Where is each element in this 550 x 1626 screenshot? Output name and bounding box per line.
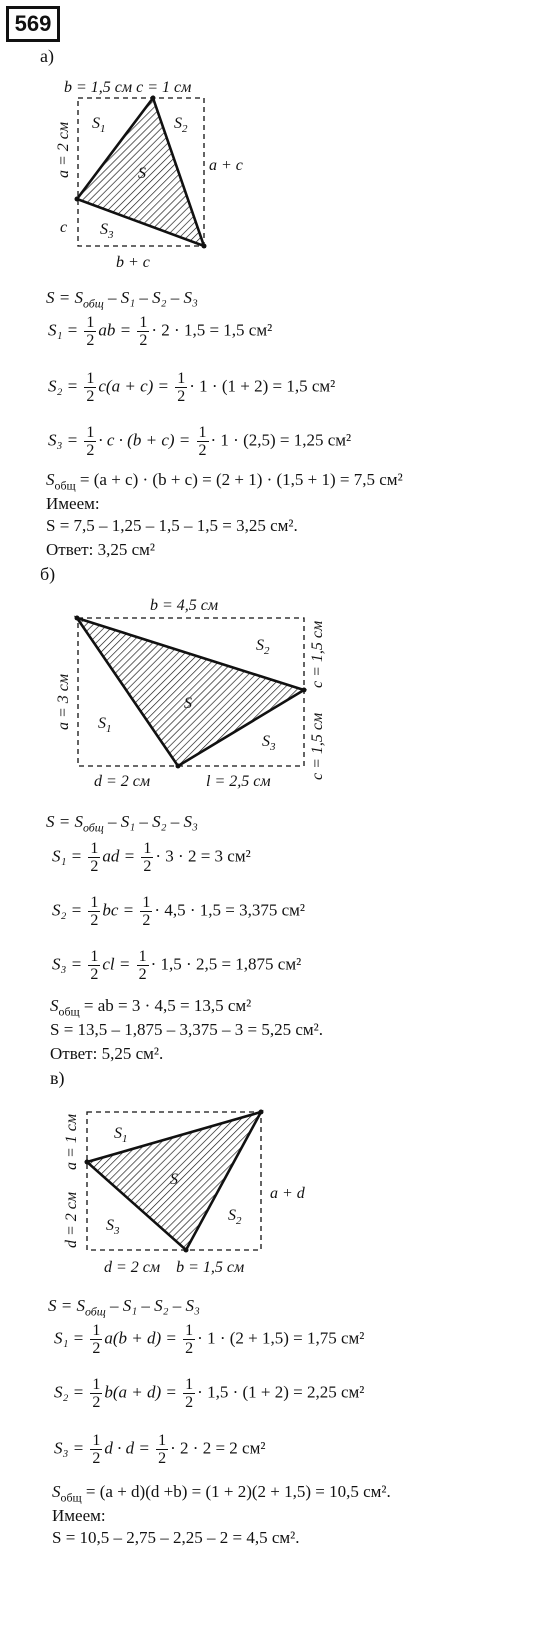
fraction-half: $\frac{1}{2}$ [138,948,147,983]
part-c-eq-s1: S₁ = $\frac{1}{2}$ a(b + d) = $\frac{1}{2}$ · 1 · (2 + 1,5) = 1,75 см² [54,1322,365,1357]
problem-number: 569 [6,6,60,42]
part-c-eq-s3: S₃ = $\frac{1}{2}$ d · d = $\frac{1}{2}$ · 2 · 2 = 2 см² [54,1432,266,1467]
fraction-half: $\frac{1}{2}$ [90,894,99,929]
part-a-bottom-label: b + c [116,254,150,271]
fraction-half: $\frac{1}{2}$ [92,1432,101,1467]
fraction-half: $\frac{1}{2}$ [90,840,99,875]
part-b-s: S [184,695,192,712]
part-a-figure [0,70,300,280]
part-a-eq-sobsh: $S_{общ} = (a + c) \cdot (b + c) = (2 + 1) \cdot (1,5 + 1) = 7,5$ см² [46,470,403,493]
part-b-answer: Ответ: 5,25 см². [50,1044,164,1063]
part-a-answer: Ответ: 3,25 см² [46,540,155,559]
part-a-corner-c: c [60,219,68,236]
part-a-eq-main: $S = S_{общ} - S_1 - S_2 - S_3$ [46,288,198,311]
part-c-s1: $S_1$ [114,1125,128,1145]
part-b-figure [0,590,340,800]
part-c-eq-s2: S₂ = $\frac{1}{2}$ b(a + d) = $\frac{1}{2}$ · 1,5 · (1 + 2) = 2,25 см² [54,1376,365,1411]
fraction-half: $\frac{1}{2}$ [198,424,207,459]
part-c-left-bottom-label: d = 2 см [63,1191,80,1248]
part-a-left-label: a = 2 см [55,121,72,178]
fraction-half: $\frac{1}{2}$ [86,314,95,349]
part-c-s2: $S_2$ [228,1207,242,1227]
part-b-left-label: a = 3 см [55,673,72,730]
part-c-eq-main: $S = S_{общ} - S_1 - S_2 - S_3$ [48,1296,200,1319]
part-a-right-label: a + c [209,157,243,174]
part-c-vertex-bottom [184,1248,189,1253]
part-b-eq-sobsh: $S_{общ}$ = ab = 3 · 4,5 = 13,5 см² [50,996,252,1019]
part-b-eq-s1: S₁ = $\frac{1}{2}$ ad = $\frac{1}{2}$ · 3 · 2 = 3 см² [52,840,251,875]
part-a-top-label: b = 1,5 см c = 1 см [64,79,192,96]
part-a-s1: $S_1$ [92,115,106,135]
part-a-have: Имеем: [46,494,100,513]
fraction-half: $\frac{1}{2}$ [143,840,152,875]
part-b-bottom-left-label: d = 2 см [94,773,151,790]
part-c-vertex-topright [259,1110,264,1115]
part-c-calc: S = 10,5 – 2,75 – 2,25 – 2 = 4,5 см². [52,1528,300,1547]
part-c-vertex-left [85,1160,90,1165]
part-b-vertex-topleft [75,616,80,621]
fraction-half: $\frac{1}{2}$ [90,948,99,983]
part-c-s: S [170,1171,178,1188]
part-a-vertex-right [202,244,207,249]
part-b-right-bottom-label: c = 1,5 см [309,712,326,780]
part-a-eq-s2: S₂ = $\frac{1}{2}$ c(a + c) = $\frac{1}{2}$ · 1 · (1 + 2) = 1,5 см² [48,370,336,405]
part-b-right-top-label: c = 1,5 см [309,620,326,688]
part-a-label: а) [40,46,54,66]
part-b-top-label: b = 4,5 см [150,597,219,614]
fraction-half: $\frac{1}{2}$ [185,1376,194,1411]
part-b-vertex-right [302,688,307,693]
part-a-eq-s3: S₃ = $\frac{1}{2}$ · c · (b + c) = $\frac{1}{2}$ · 1 · (2,5) = 1,25 см² [48,424,352,459]
part-b-eq-main: $S = S_{общ} - S_1 - S_2 - S_3$ [46,812,198,835]
part-a-vertex-left [75,197,80,202]
part-b-eq-s2: S₂ = $\frac{1}{2}$ bc = $\frac{1}{2}$ · 4,5 · 1,5 = 3,375 см² [52,894,305,929]
fraction-half: $\frac{1}{2}$ [86,424,95,459]
part-c-left-top-label: a = 1 см [63,1113,80,1170]
fraction-half: $\frac{1}{2}$ [92,1376,101,1411]
part-a-vertex-top [151,96,156,101]
part-c-s3: $S_3$ [106,1217,120,1237]
part-c-label: в) [50,1068,65,1088]
part-b-calc: S = 13,5 – 1,875 – 3,375 – 3 = 5,25 см². [50,1020,324,1039]
part-a-calc: S = 7,5 – 1,25 – 1,5 – 1,5 = 3,25 см². [46,516,298,535]
part-b-label: б) [40,564,56,584]
fraction-half: $\frac{1}{2}$ [139,314,148,349]
part-a-s: S [138,165,146,182]
fraction-half: $\frac{1}{2}$ [86,370,95,405]
part-b-bottom-right-label: l = 2,5 см [206,773,271,790]
part-b-eq-s3: S₃ = $\frac{1}{2}$ cl = $\frac{1}{2}$ · 1,5 · 2,5 = 1,875 см² [52,948,302,983]
fraction-half: $\frac{1}{2}$ [142,894,151,929]
part-c-have: Имеем: [52,1506,106,1525]
fraction-half: $\frac{1}{2}$ [92,1322,101,1357]
part-c-right-label: a + d [270,1185,305,1202]
fraction-half: $\frac{1}{2}$ [158,1432,167,1467]
part-b-s2: $S_2$ [256,637,270,657]
part-c-eq-sobsh: $S_{общ} = (a + d)(d +b) = (1 + 2)(2 + 1,5) = 10,5$ см². [52,1482,391,1505]
part-c-figure [0,1098,340,1298]
fraction-half: $\frac{1}{2}$ [177,370,186,405]
part-b-s3: $S_3$ [262,733,276,753]
part-b-s1: $S_1$ [98,715,112,735]
fraction-half: $\frac{1}{2}$ [185,1322,194,1357]
part-a-eq-s1: S₁ = $\frac{1}{2}$ ab = $\frac{1}{2}$ · 2 · 1,5 = 1,5 см² [48,314,273,349]
part-a-s2: $S_2$ [174,115,188,135]
part-a-s3: $S_3$ [100,221,114,241]
part-b-vertex-bottom [176,764,181,769]
part-c-bottom-label: d = 2 см b = 1,5 см [104,1259,245,1276]
